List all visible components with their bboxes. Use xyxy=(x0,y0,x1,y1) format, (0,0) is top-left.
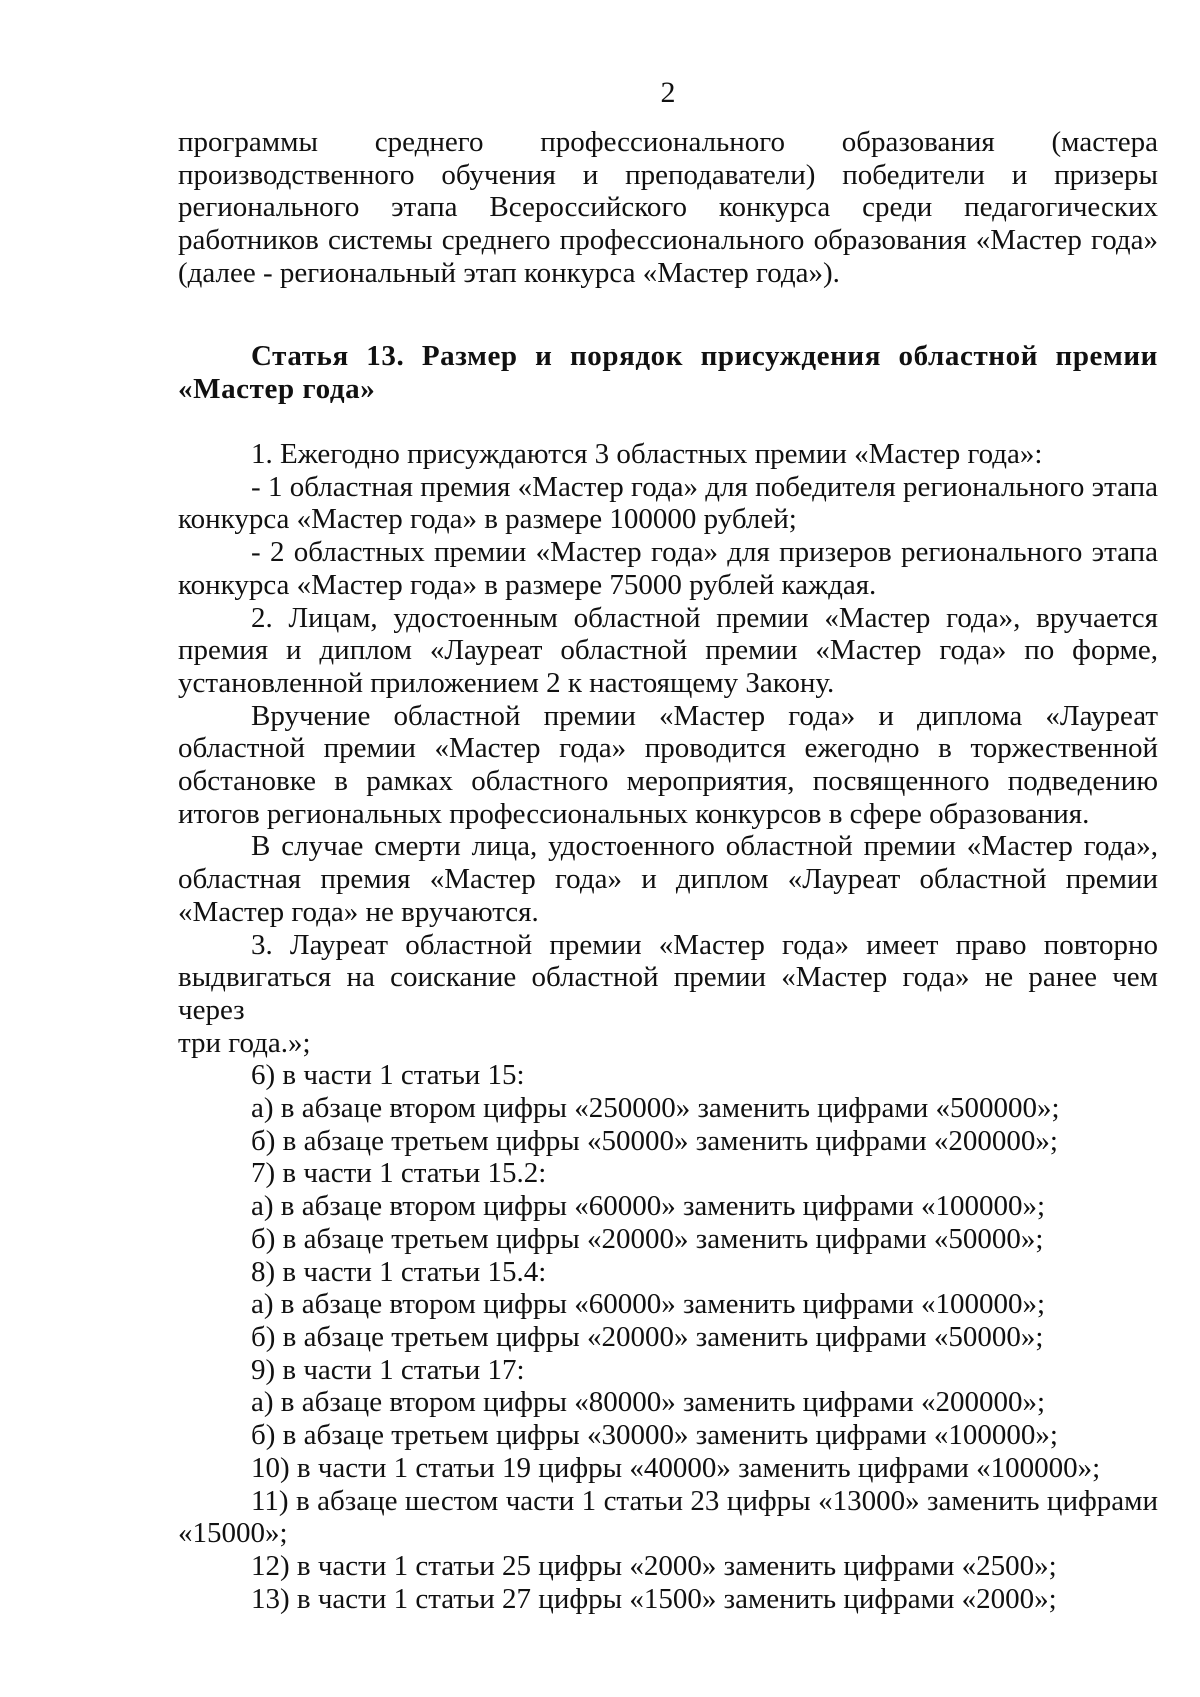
body-line: б) в абзаце третьем цифры «20000» заменить цифрами «50000»; xyxy=(251,1320,1044,1353)
body-line: 11) в абзаце шестом части 1 статьи 23 цифры «13000» заменить цифрами xyxy=(251,1484,1158,1517)
body-line: установленной приложением 2 к настоящему Закону. xyxy=(178,666,835,699)
body-line: а) в абзаце втором цифры «60000» заменить цифрами «100000»; xyxy=(251,1190,1046,1223)
body-line: конкурса «Мастер года» в размере 75000 рублей каждая. xyxy=(178,568,877,601)
page-number: 2 xyxy=(660,76,676,109)
intro-paragraph xyxy=(178,126,1158,290)
body-line: б) в абзаце третьем цифры «20000» заменить цифрами «50000»; xyxy=(251,1222,1044,1255)
body-line: 8) в части 1 статьи 15.4: xyxy=(251,1255,547,1288)
document-page xyxy=(178,0,1158,1697)
body-line: «Мастер года» не вручаются. xyxy=(178,895,539,928)
body-line: б) в абзаце третьем цифры «50000» заменить цифрами «200000»; xyxy=(251,1124,1058,1157)
intro-line: регионального этапа Всероссийского конкурса среди педагогических xyxy=(178,191,1158,224)
article-heading xyxy=(178,340,1158,406)
article-heading-line: Статья 13. Размер и порядок присуждения областной премии xyxy=(251,340,1158,372)
body-line: 10) в части 1 статьи 19 цифры «40000» заменить цифрами «100000»; xyxy=(251,1451,1101,1484)
body-line: Вручение областной премии «Мастер года» и диплома «Лауреат xyxy=(251,699,1158,732)
body-line: 3. Лауреат областной премии «Мастер года» имеет право повторно xyxy=(251,928,1158,961)
article-body xyxy=(178,438,1158,1615)
body-line: а) в абзаце втором цифры «250000» заменить цифрами «500000»; xyxy=(251,1092,1060,1125)
intro-line: производственного обучения и преподаватели) победители и призеры xyxy=(178,158,1158,191)
body-line: 7) в части 1 статьи 15.2: xyxy=(251,1157,547,1190)
body-line: премия и диплом «Лауреат областной премии «Мастер года» по форме, xyxy=(178,634,1158,667)
body-line: областной премии «Мастер года» проводится ежегодно в торжественной xyxy=(178,732,1158,765)
body-line: - 2 областных премии «Мастер года» для призеров регионального этапа xyxy=(251,536,1158,569)
body-line: три года.»; xyxy=(178,1026,311,1059)
article-heading-line: «Мастер года» xyxy=(178,373,376,405)
body-line: конкурса «Мастер года» в размере 100000 рублей; xyxy=(178,503,797,536)
body-line: 1. Ежегодно присуждаются 3 областных премии «Мастер года»: xyxy=(251,438,1043,470)
body-line: а) в абзаце втором цифры «60000» заменить цифрами «100000»; xyxy=(251,1288,1046,1321)
body-line: выдвигаться на соискание областной премии «Мастер года» не ранее чем через xyxy=(178,961,1158,1026)
intro-line: работников системы среднего профессионального образования «Мастер года» xyxy=(178,224,1158,257)
body-line: 13) в части 1 статьи 27 цифры «1500» заменить цифрами «2000»; xyxy=(251,1582,1057,1615)
intro-line: (далее - региональный этап конкурса «Мастер года»). xyxy=(178,256,840,289)
body-line: В случае смерти лица, удостоенного областной премии «Мастер года», xyxy=(251,830,1158,863)
body-line: областная премия «Мастер года» и диплом «Лауреат областной премии xyxy=(178,863,1158,896)
body-line: обстановке в рамках областного мероприятия, посвященного подведению xyxy=(178,765,1158,798)
body-line: а) в абзаце втором цифры «80000» заменить цифрами «200000»; xyxy=(251,1386,1046,1419)
body-line: 2. Лицам, удостоенным областной премии «Мастер года», вручается xyxy=(251,601,1158,634)
body-line: итогов региональных профессиональных конкурсов в сфере образования. xyxy=(178,797,1090,830)
intro-line: программы среднего профессионального образования (мастера xyxy=(178,126,1158,158)
body-line: «15000»; xyxy=(178,1517,288,1550)
body-line: 9) в части 1 статьи 17: xyxy=(251,1353,525,1386)
body-line: 6) в части 1 статьи 15: xyxy=(251,1059,525,1092)
body-line: - 1 областная премия «Мастер года» для победителя регионального этапа xyxy=(251,470,1158,503)
body-line: 12) в части 1 статьи 25 цифры «2000» заменить цифрами «2500»; xyxy=(251,1549,1057,1582)
body-line: б) в абзаце третьем цифры «30000» заменить цифрами «100000»; xyxy=(251,1419,1058,1452)
